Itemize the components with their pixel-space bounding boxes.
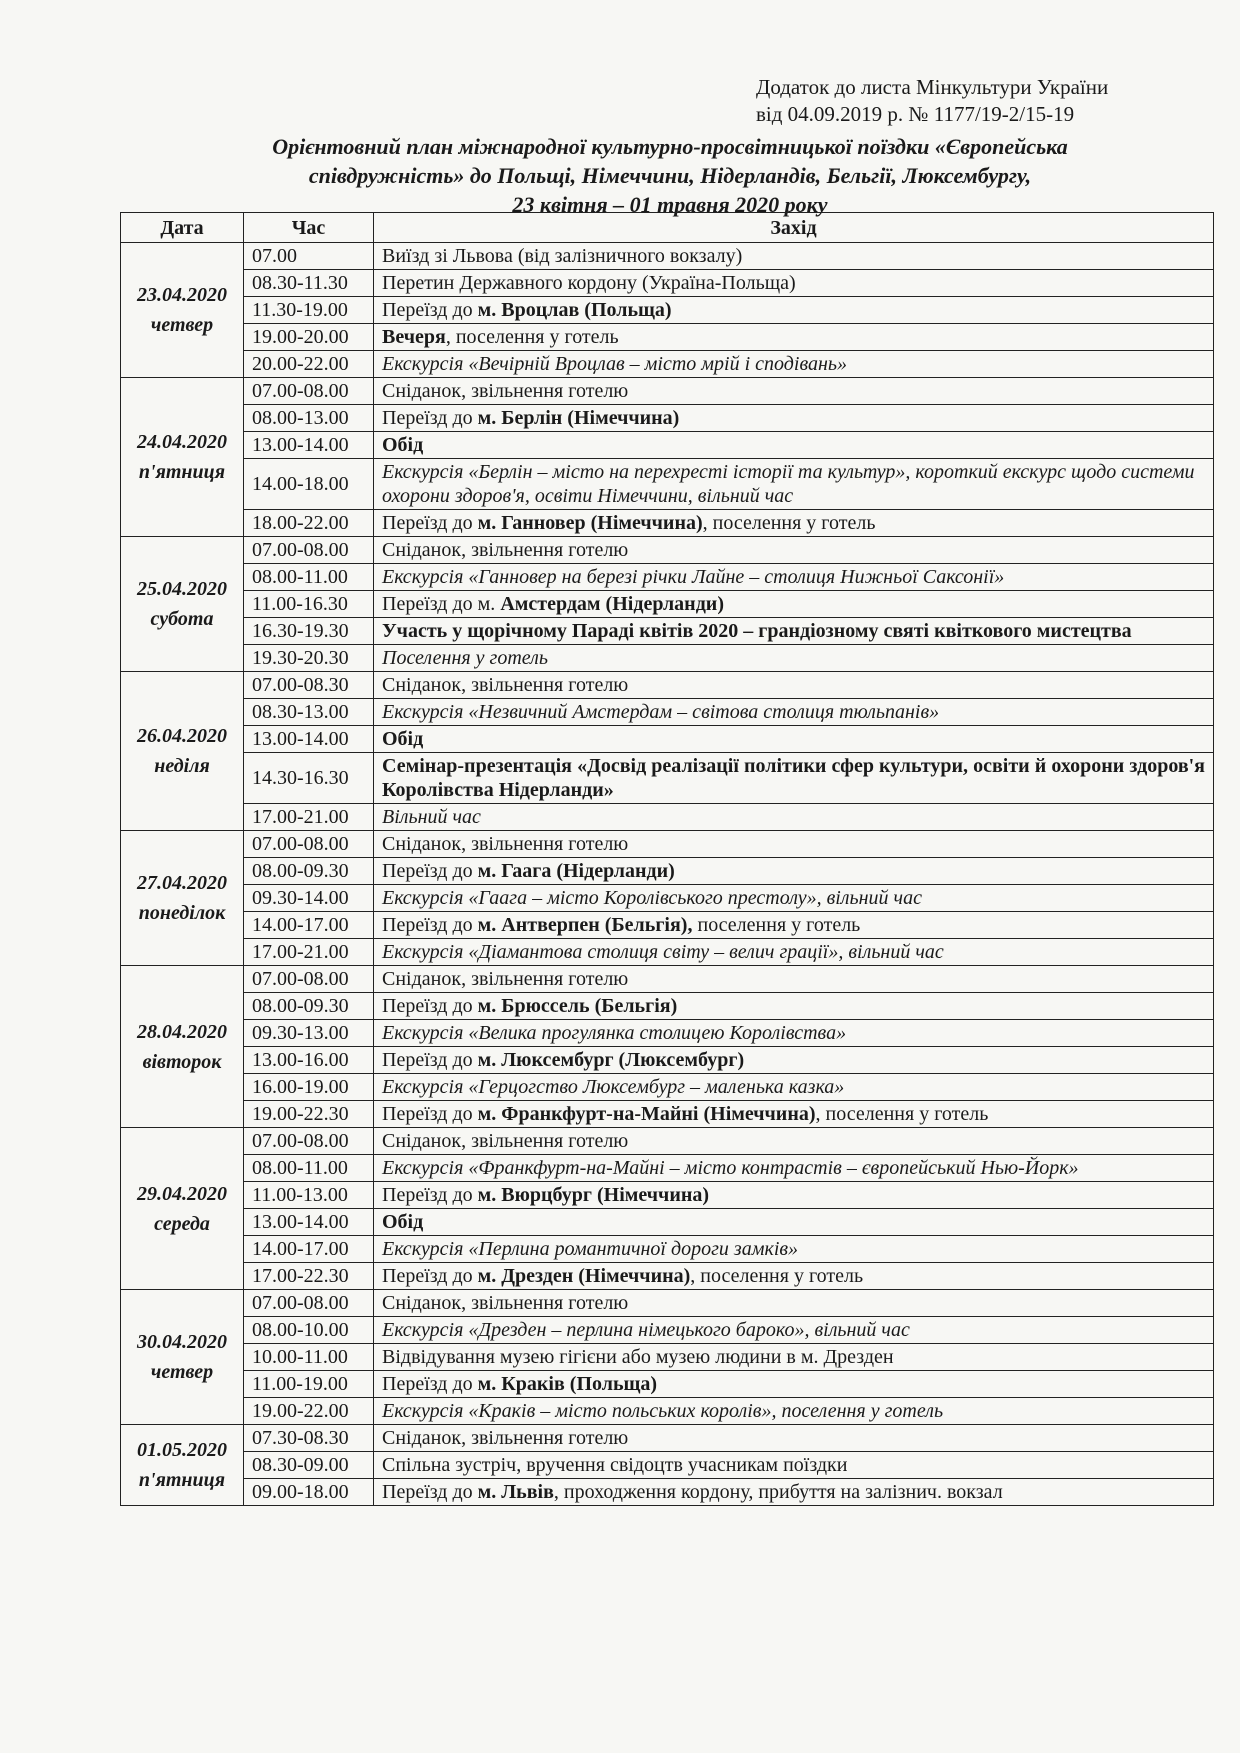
- table-row: [121, 1398, 1214, 1425]
- time-cell: 08.00-09.30: [244, 858, 374, 885]
- table-row: [121, 378, 1214, 405]
- time-cell: 07.00-08.00: [244, 378, 374, 405]
- table-row: [121, 405, 1214, 432]
- event-text: Сніданок, звільнення готелю: [382, 1292, 629, 1314]
- event-text: Екскурсія «Ганновер на березі річки Лайне – столиця Нижньої Саксонії»: [382, 566, 1005, 588]
- event-text: поселення у готель: [692, 914, 861, 936]
- event-text: м. Брюссель (Бельгія): [477, 995, 678, 1017]
- event-text: Екскурсія «Франкфурт-на-Майні – місто контрастів – європейський Нью-Йорк»: [382, 1157, 1079, 1179]
- table-row: [121, 270, 1214, 297]
- day-weekday: вівторок: [142, 1050, 222, 1073]
- event-cell: [374, 699, 1214, 726]
- event-text: Участь у щорічному Параді квітів 2020 – грандіозному святі квіткового мистецтва: [382, 620, 1132, 642]
- event-cell: [374, 1263, 1214, 1290]
- event-cell: [374, 1425, 1214, 1452]
- event-text: Переїзд до: [382, 1184, 478, 1206]
- table-row: [121, 351, 1214, 378]
- event-cell: [374, 804, 1214, 831]
- time-cell: 08.00-11.00: [244, 564, 374, 591]
- event-text: м. Краків (Польща): [477, 1373, 658, 1395]
- event-text: Переїзд до: [382, 512, 478, 534]
- table-row: [121, 885, 1214, 912]
- event-text: Семінар-презентація «Досвід реалізації політики сфер культури, освіти й охорони здоров'я Королівства Нідерланди»: [382, 755, 1205, 801]
- day-date: 27.04.2020: [137, 872, 227, 894]
- table-row: [121, 297, 1214, 324]
- event-text: Екскурсія «Вечірній Вроцлав – місто мрій і сподівань»: [382, 353, 848, 375]
- day-date: 29.04.2020: [137, 1182, 227, 1205]
- time-cell: 09.30-13.00: [244, 1020, 374, 1047]
- event-cell: [374, 1452, 1214, 1479]
- time-cell: 16.00-19.00: [244, 1074, 374, 1101]
- event-cell: [374, 510, 1214, 537]
- day-weekday: четвер: [150, 1361, 214, 1383]
- event-cell: [374, 645, 1214, 672]
- table-row: [121, 1452, 1214, 1479]
- event-text: Сніданок, звільнення готелю: [382, 674, 629, 696]
- event-cell: [374, 324, 1214, 351]
- event-cell: [374, 1074, 1214, 1101]
- time-cell: 13.00-14.00: [244, 432, 374, 459]
- event-cell: [374, 726, 1214, 753]
- day-date: 01.05.2020: [137, 1439, 227, 1461]
- time-cell: 07.30-08.30: [244, 1425, 374, 1452]
- event-text: Обід: [382, 1211, 424, 1233]
- event-text: Переїзд до: [382, 860, 478, 882]
- event-cell: [374, 1209, 1214, 1236]
- event-text: Екскурсія «Дрезден – перлина німецького бароко», вільний час: [382, 1319, 910, 1341]
- event-cell: [374, 939, 1214, 966]
- day-date-cell: [121, 1128, 244, 1290]
- event-cell: [374, 1020, 1214, 1047]
- header-time: Час: [244, 213, 374, 243]
- time-cell: 20.00-22.00: [244, 351, 374, 378]
- time-cell: 07.00-08.00: [244, 1290, 374, 1317]
- day-date-cell: [121, 1425, 244, 1506]
- event-text: , поселення у готель: [690, 1265, 864, 1287]
- event-cell: [374, 564, 1214, 591]
- event-text: Екскурсія «Незвичний Амстердам – світова столиця тюльпанів»: [382, 701, 940, 723]
- day-date-cell: [121, 378, 244, 537]
- table-row: [121, 645, 1214, 672]
- event-cell: [374, 243, 1214, 270]
- itinerary-body: [121, 243, 1214, 1506]
- event-text: Екскурсія «Перлина романтичної дороги замків»: [382, 1238, 799, 1260]
- table-row: [121, 831, 1214, 858]
- day-weekday: середа: [154, 1212, 210, 1235]
- table-row: [121, 726, 1214, 753]
- event-cell: [374, 1182, 1214, 1209]
- title-line-2: співдружність» до Польщі, Німеччини, Нідерландів, Бельгії, Люксембургу,: [308, 163, 1032, 188]
- time-cell: 18.00-22.00: [244, 510, 374, 537]
- time-cell: 19.30-20.30: [244, 645, 374, 672]
- event-cell: [374, 1398, 1214, 1425]
- event-cell: [374, 1155, 1214, 1182]
- event-text: Переїзд до: [382, 1373, 478, 1395]
- event-text: Переїзд до: [382, 995, 478, 1017]
- table-row: [121, 324, 1214, 351]
- event-cell: [374, 459, 1214, 510]
- event-text: Перетин Державного кордону (Україна-Польща): [382, 272, 796, 294]
- time-cell: 17.00-22.30: [244, 1263, 374, 1290]
- event-text: м. Антверпен (Бельгія),: [477, 914, 693, 936]
- event-cell: [374, 591, 1214, 618]
- table-row: [121, 1074, 1214, 1101]
- table-row: [121, 1263, 1214, 1290]
- event-text: , поселення у готель: [815, 1103, 989, 1125]
- event-text: Вечеря: [382, 326, 446, 348]
- event-cell: [374, 618, 1214, 645]
- table-row: [121, 1101, 1214, 1128]
- table-row: [121, 1020, 1214, 1047]
- event-text: , проходження кордону, прибуття на залізнич. вокзал: [553, 1481, 1003, 1503]
- event-cell: [374, 1128, 1214, 1155]
- event-text: Сніданок, звільнення готелю: [382, 380, 629, 402]
- event-text: м. Франкфурт-на-Майні (Німеччина): [477, 1103, 816, 1125]
- event-cell: [374, 1101, 1214, 1128]
- table-row: [121, 858, 1214, 885]
- table-row: [121, 1182, 1214, 1209]
- time-cell: 11.00-13.00: [244, 1182, 374, 1209]
- time-cell: 09.30-14.00: [244, 885, 374, 912]
- event-text: м. Львів: [477, 1481, 554, 1503]
- event-cell: [374, 297, 1214, 324]
- event-text: Екскурсія «Велика прогулянка столицею Королівства»: [382, 1022, 847, 1044]
- time-cell: 13.00-14.00: [244, 726, 374, 753]
- event-text: Обід: [382, 434, 424, 456]
- event-text: Спільна зустріч, вручення свідоцтв учасникам поїздки: [382, 1454, 848, 1476]
- day-date: 28.04.2020: [137, 1020, 227, 1043]
- time-cell: 07.00: [244, 243, 374, 270]
- table-row: [121, 618, 1214, 645]
- itinerary-table: [120, 212, 1214, 1506]
- day-date-cell: [121, 831, 244, 966]
- title-line-3: 23 квітня – 01 травня 2020 року: [512, 192, 828, 217]
- event-text: Виїзд зі Львова (від залізничного вокзалу): [382, 245, 743, 267]
- time-cell: 08.00-09.30: [244, 993, 374, 1020]
- table-row: [121, 912, 1214, 939]
- table-row: [121, 1128, 1214, 1155]
- day-weekday: субота: [150, 608, 214, 630]
- event-cell: [374, 885, 1214, 912]
- title-line-1: Орієнтовний план міжнародної культурно-просвітницької поїздки «Європейська: [272, 134, 1068, 159]
- day-date-cell: [121, 243, 244, 378]
- table-row: [121, 564, 1214, 591]
- table-row: [121, 1290, 1214, 1317]
- time-cell: 14.00-18.00: [244, 459, 374, 510]
- day-weekday: неділя: [154, 755, 210, 777]
- time-cell: 08.30-09.00: [244, 1452, 374, 1479]
- table-row: [121, 459, 1214, 510]
- table-row: [121, 510, 1214, 537]
- event-cell: [374, 432, 1214, 459]
- event-text: Переїзд до: [382, 1049, 478, 1071]
- time-cell: 08.30-13.00: [244, 699, 374, 726]
- event-cell: [374, 1344, 1214, 1371]
- event-text: Екскурсія «Гаага – місто Королівського престолу», вільний час: [382, 887, 922, 909]
- event-text: Поселення у готель: [382, 647, 548, 669]
- table-row: [121, 993, 1214, 1020]
- time-cell: 13.00-14.00: [244, 1209, 374, 1236]
- header-event: Захід: [374, 213, 1214, 243]
- event-cell: [374, 1290, 1214, 1317]
- time-cell: 08.00-10.00: [244, 1317, 374, 1344]
- table-row: [121, 591, 1214, 618]
- time-cell: 11.00-16.30: [244, 591, 374, 618]
- time-cell: 14.30-16.30: [244, 753, 374, 804]
- table-row: [121, 804, 1214, 831]
- time-cell: 07.00-08.00: [244, 831, 374, 858]
- event-text: м. Люксембург (Люксембург): [477, 1049, 745, 1071]
- time-cell: 17.00-21.00: [244, 804, 374, 831]
- time-cell: 13.00-16.00: [244, 1047, 374, 1074]
- time-cell: 11.00-19.00: [244, 1371, 374, 1398]
- table-row: [121, 699, 1214, 726]
- event-text: , поселення у готель: [702, 512, 876, 534]
- day-date-cell: [121, 1290, 244, 1425]
- day-date: 26.04.2020: [137, 725, 227, 747]
- event-cell: [374, 858, 1214, 885]
- event-text: Переїзд до: [382, 299, 478, 321]
- event-text: Екскурсія «Герцогство Люксембург – маленька казка»: [382, 1076, 845, 1098]
- event-text: Вільний час: [382, 806, 481, 828]
- event-text: Сніданок, звільнення готелю: [382, 1427, 629, 1449]
- event-cell: [374, 912, 1214, 939]
- event-cell: [374, 1047, 1214, 1074]
- event-cell: [374, 1371, 1214, 1398]
- event-text: Екскурсія «Краків – місто польських королів», поселення у готель: [382, 1400, 944, 1422]
- table-row: [121, 432, 1214, 459]
- event-cell: [374, 1479, 1214, 1506]
- table-row: [121, 1236, 1214, 1263]
- time-cell: 16.30-19.30: [244, 618, 374, 645]
- day-date-cell: [121, 537, 244, 672]
- table-row: [121, 1317, 1214, 1344]
- event-text: Переїзд до: [382, 914, 478, 936]
- day-date: 25.04.2020: [137, 578, 227, 600]
- event-text: м. Берлін (Німеччина): [477, 407, 680, 429]
- table-row: [121, 243, 1214, 270]
- table-row: [121, 753, 1214, 804]
- event-text: м. Ганновер (Німеччина): [477, 512, 703, 534]
- table-row: [121, 1344, 1214, 1371]
- day-weekday: п'ятниця: [138, 1469, 226, 1491]
- day-date: 24.04.2020: [137, 431, 227, 453]
- event-cell: [374, 351, 1214, 378]
- table-header-row: [121, 213, 1214, 243]
- time-cell: 08.00-13.00: [244, 405, 374, 432]
- event-cell: [374, 1236, 1214, 1263]
- table-row: [121, 1209, 1214, 1236]
- event-text: Переїзд до: [382, 1481, 478, 1503]
- day-date: 23.04.2020: [137, 284, 227, 306]
- event-text: Відвідування музею гігієни або музею людини в м. Дрезден: [382, 1346, 894, 1368]
- appendix-line-1: Додаток до листа Мінкультури України: [756, 75, 1109, 99]
- event-text: м. Вюрцбург (Німеччина): [477, 1184, 710, 1206]
- table-row: [121, 672, 1214, 699]
- document-title: [150, 132, 1190, 219]
- event-text: Переїзд до: [382, 1103, 478, 1125]
- event-cell: [374, 966, 1214, 993]
- time-cell: 19.00-22.30: [244, 1101, 374, 1128]
- event-text: Сніданок, звільнення готелю: [382, 968, 629, 990]
- event-cell: [374, 378, 1214, 405]
- day-date-cell: [121, 672, 244, 831]
- event-cell: [374, 537, 1214, 564]
- table-row: [121, 1047, 1214, 1074]
- day-weekday: п'ятниця: [138, 461, 226, 483]
- table-row: [121, 1479, 1214, 1506]
- table-row: [121, 537, 1214, 564]
- event-cell: [374, 672, 1214, 699]
- event-text: Екскурсія «Діамантова столиця світу – велич грації», вільний час: [382, 941, 944, 963]
- table-row: [121, 966, 1214, 993]
- event-text: Обід: [382, 728, 424, 750]
- event-cell: [374, 405, 1214, 432]
- time-cell: 07.00-08.30: [244, 672, 374, 699]
- event-cell: [374, 993, 1214, 1020]
- event-text: Екскурсія «Берлін – місто на перехресті історії та культур», короткий екскурс щодо системи охорони здоров'я, освіти Німеччини, вільний час: [382, 461, 1195, 507]
- event-text: Переїзд до: [382, 407, 478, 429]
- time-cell: 14.00-17.00: [244, 912, 374, 939]
- day-date: 30.04.2020: [137, 1331, 227, 1353]
- event-text: Переїзд до м.: [382, 593, 501, 615]
- time-cell: 07.00-08.00: [244, 1128, 374, 1155]
- event-text: м. Вроцлав (Польща): [477, 299, 672, 321]
- event-cell: [374, 1317, 1214, 1344]
- header-date: Дата: [121, 213, 244, 243]
- time-cell: 11.30-19.00: [244, 297, 374, 324]
- time-cell: 19.00-20.00: [244, 324, 374, 351]
- time-cell: 08.00-11.00: [244, 1155, 374, 1182]
- appendix-note: [756, 74, 1196, 128]
- time-cell: 08.30-11.30: [244, 270, 374, 297]
- table-row: [121, 1371, 1214, 1398]
- day-date-cell: [121, 966, 244, 1128]
- time-cell: 09.00-18.00: [244, 1479, 374, 1506]
- time-cell: 10.00-11.00: [244, 1344, 374, 1371]
- table-row: [121, 1425, 1214, 1452]
- time-cell: 07.00-08.00: [244, 966, 374, 993]
- event-text: м. Дрезден (Німеччина): [477, 1265, 691, 1287]
- appendix-line-2: від 04.09.2019 р. № 1177/19-2/15-19: [756, 102, 1075, 126]
- time-cell: 07.00-08.00: [244, 537, 374, 564]
- event-text: м. Гаага (Нідерланди): [477, 860, 675, 882]
- event-cell: [374, 831, 1214, 858]
- event-cell: [374, 270, 1214, 297]
- event-text: Амстердам (Нідерланди): [500, 593, 724, 615]
- event-text: Сніданок, звільнення готелю: [382, 1130, 629, 1152]
- event-text: , поселення у готель: [445, 326, 619, 348]
- table-row: [121, 939, 1214, 966]
- event-text: Сніданок, звільнення готелю: [382, 539, 629, 561]
- day-weekday: понеділок: [138, 902, 226, 924]
- table-row: [121, 1155, 1214, 1182]
- event-cell: [374, 753, 1214, 804]
- time-cell: 19.00-22.00: [244, 1398, 374, 1425]
- day-weekday: четвер: [150, 314, 214, 336]
- time-cell: 17.00-21.00: [244, 939, 374, 966]
- event-text: Переїзд до: [382, 1265, 478, 1287]
- event-text: Сніданок, звільнення готелю: [382, 833, 629, 855]
- time-cell: 14.00-17.00: [244, 1236, 374, 1263]
